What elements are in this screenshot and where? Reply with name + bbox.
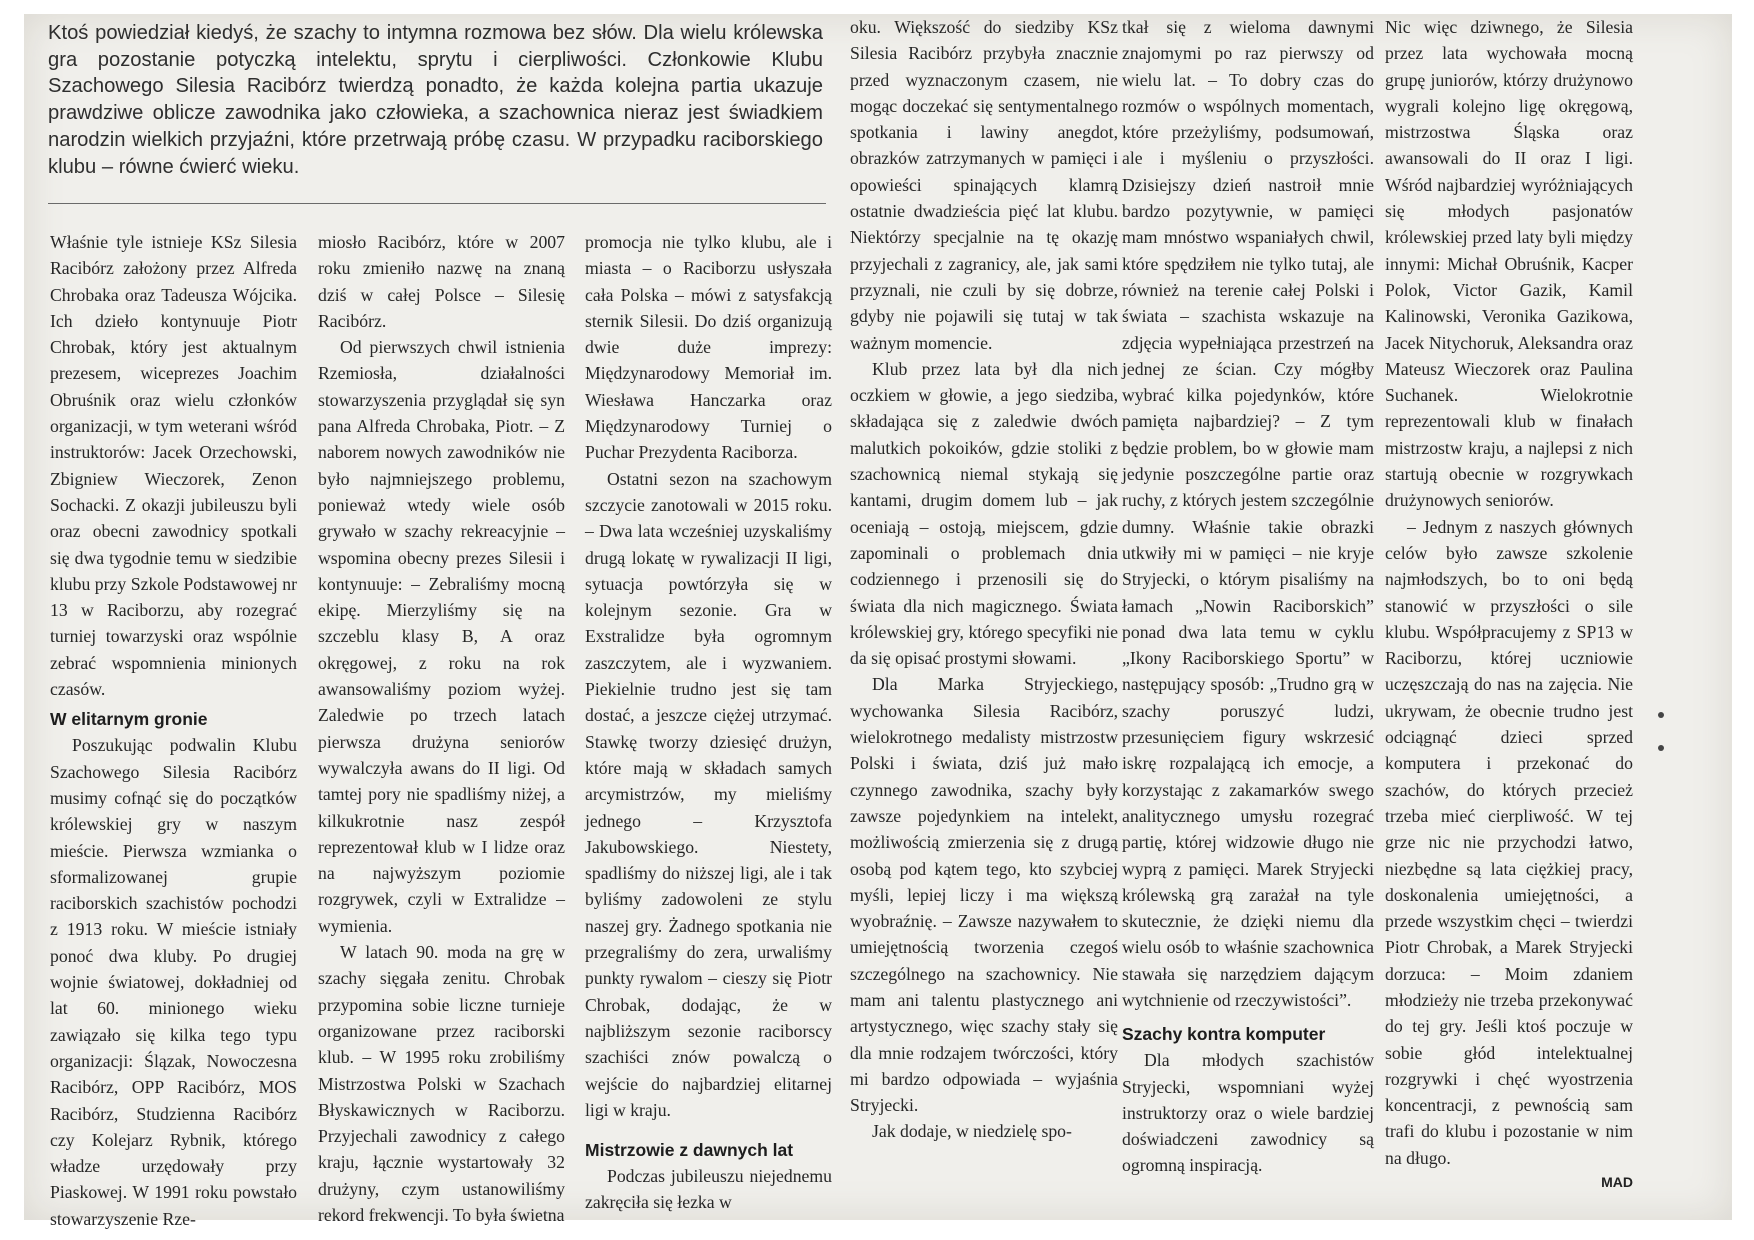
paragraph: Od pierwszych chwil istnienia Rzemiosła, działalności stowarzyszenia przyglądał się syn pana Alfreda Chrobaka, Piotr. – Z naborem nowych zawodników nie było najmniejszego problemu, ponieważ wtedy wiele osób grywało w szachy rekreacyjnie – wspomina obecny prezes Silesii i kontynuuje: – Zebraliśmy mocną ekipę. Mierzyliśmy się na szczeblu klasy B, A oraz okręgowej, z roku na rok awansowaliśmy poziom wyżej. Zaledwie po trzech latach pierwsza drużyna seniorów wywalczyła awans do II ligi. Od tamtej pory nie spadliśmy niżej, a kilkukrotnie nasz zespół reprezentował klub w I lidze oraz na najwyższym poziomie rozgrywek, czyli w Extralidze – wymienia. <box>318 337 565 936</box>
article-column-6 <box>1385 14 1633 1193</box>
paragraph: Ostatni sezon na szachowym szczycie zanotowali w 2015 roku. – Dwa lata wcześniej uzyskaliśmy drugą lokatę w rywalizacji II ligi, sytuacja powtórzyła się w kolejnym sezonie. Gra w Exstralidze była ogromnym zaszczytem, ale i wyzwaniem. Piekielnie trudno jest się tam dostać, a jeszcze ciężej utrzymać. Stawkę tworzy dziesięć drużyn, które mają w składach samych arcymistrzów, my mieliśmy jednego – Krzysztofa Jakubowskiego. Niestety, spadliśmy do niższej ligi, ale i tak byliśmy zadowoleni ze stylu naszej gry. Żadnego spotkania nie przegraliśmy do zera, urwaliśmy punkty rywalom – cieszy się Piotr Chrobak, dodając, że w najbliższym sezonie raciborscy szachiści znów powalczą o wejście do najbardziej elitarnej ligi w kraju. <box>585 468 832 1120</box>
paragraph: W latach 90. moda na grę w szachy sięgała zenitu. Chrobak przypomina sobie liczne turnieje organizowane przez raciborski klub. – W 1995 roku zrobiliśmy Mistrzostwa Polski w Szachach Błyskawicznych w Raciborzu. Przyjechali zawodnicy z całego kraju, łącznie wystartowały 32 drużyny, czym ustanowiliśmy rekord frekwencji. To była świetna <box>318 942 565 1225</box>
article-column-1 <box>50 229 297 1232</box>
paragraph: Jak dodaje, w niedzielę spo- <box>872 1121 1072 1142</box>
paragraph: Poszukując podwalin Klubu Szachowego Silesia Racibórz musimy cofnąć się do początków królewskiej gry w naszym mieście. Pierwsza wzmianka o sformalizowanej grupie raciborskich szachistów pochodzi z 1913 roku. W mieście istniały ponoć dwa kluby. Po drugiej wojnie światowej, dokładniej od lat 60. minionego wieku zawiązało się kilka tego typu organizacji: Ślązak, Nowoczesna Racibórz, OPP Racibórz, MOS Racibórz, Studzienna Racibórz czy Kolejarz Rybnik, którego władze urzędowały przy Piaskowej. W 1991 roku powstało stowarzyszenie Rze- <box>50 735 297 1229</box>
article-column-5 <box>1122 14 1374 1179</box>
article-lead: Ktoś powiedział kiedyś, że szachy to intymna rozmowa bez słów. Dla wielu królewska gra pozostanie potyczką intelektu, sprytu i cierpliwości. Członkowie Klubu Szachowego Silesia Racibórz twierdzą ponadto, że każda kolejna partia ukazuje prawdziwe oblicze zawodnika jako człowieka, a szachownica nieraz jest świadkiem narodzin wielkich przyjaźni, które przetrwają próbę czasu. W przypadku raciborskiego klubu – równe ćwierć wieku. <box>48 22 823 178</box>
section-heading: Szachy kontra komputer <box>1122 1024 1326 1045</box>
author-signature: MAD <box>1601 1174 1633 1191</box>
paragraph: – Jednym z naszych głównych celów było zawsze szkolenie najmłodszych, bo to oni będą stanowić w przyszłości o sile klubu. Współpracujemy z SP13 w Raciborzu, której uczniowie uczęszczają do nas na zajęcia. Nie ukrywam, że obecnie trudno jest odciągnąć dzieci sprzed komputera i przekonać do szachów, do których przecież trzeba mieć cierpliwość. W tej grze nic nie przychodzi łatwo, niezbędne są lata ciężkiej pracy, doskonalenia umiejętności, a przede wszystkim chęci – twierdzi Piotr Chrobak, a Marek Stryjecki dorzuca: – Moim zdaniem młodzieży nie trzeba przekonywać do tej gry. Jeśli ktoś poczuje w sobie głód intelektualnej rozgrywki i chęć wyostrzenia koncentracji, z pewnością sam trafi do klubu i pozostanie w nim na długo. <box>1385 516 1633 1168</box>
punch-hole-mark <box>1658 712 1664 718</box>
paragraph: Podczas jubileuszu niejednemu zakręciła się łezka w <box>585 1166 832 1213</box>
article-column-3 <box>585 229 832 1216</box>
section-heading: W elitarnym gronie <box>50 709 208 730</box>
paragraph: Właśnie tyle istnieje KSz Silesia Racibórz założony przez Alfreda Chrobaka oraz Tadeusza Wójcika. Ich dzieło kontynuuje Piotr Chrobak, który jest aktualnym prezesem, wiceprezes Joachim Obruśnik oraz wielu członków organizacji, w tym weterani wśród instruktorów: Jacek Orzechowski, Zbigniew Wieczorek, Zenon Sochacki. Z okazji jubileuszu byli oraz obecni zawodnicy spotkali się dwa tygodnie temu w siedzibie klubu przy Szkole Podstawowej nr 13 w Raciborzu, aby rozegrać turniej towarzyski oraz wspólnie zebrać wspomnienia minionych czasów. <box>50 232 297 700</box>
article-column-2 <box>318 229 565 1228</box>
paragraph: Nic więc dziwnego, że Silesia przez lata wychowała mocną grupę juniorów, którzy drużynowo wygrali kolejno ligę okręgową, mistrzostwa Śląska oraz awansowali do II oraz I ligi. Wśród najbardziej wyróżniających się młodych pasjonatów królewskiej przed laty byli między innymi: Michał Obruśnik, Kacper Polok, Victor Gazik, Kamil Kalinowski, Veronika Gazikowa, Jacek Nitychoruk, Aleksandra oraz Mateusz Wieczorek oraz Paulina Suchanek. Wielokrotnie reprezentowali klub w finałach mistrzostw kraju, a najlepsi z nich startują obecnie w rozgrywkach drużynowych seniorów. <box>1385 17 1633 511</box>
paragraph: tkał się z wieloma dawnymi znajomymi po raz pierwszy od wielu lat. – To dobry czas do rozmów o wspólnych momentach, które przeżyliśmy, podsumowań, ale i myśleniu o przyszłości. Dzisiejszy dzień nastroił mnie bardzo pozytywnie, w pamięci mam mnóstwo wspaniałych chwil, które spędziłem nie tylko tutaj, ale również na terenie całej Polski i świata – szachista wskazuje na zdjęcia wypełniająca przestrzeń na jednej ze ścian. Czy mógłby wybrać kilka pojedynków, które pamięta najbardziej? – Z tym będzie problem, bo w głowie mam jedynie poszczególne partie oraz ruchy, z których jestem szczególnie dumny. Właśnie takie obrazki utkwiły mi w pamięci – nie kryje Stryjecki, o którym pisaliśmy na łamach „Nowin Raciborskich” ponad dwa lata temu w cyklu „Ikony Raciborskiego Sportu” w następujący sposób: „Trudno grą w szachy poruszyć ludzi, przesunięciem figury wskrzesić iskrę rozpalającą ich emocje, a korzystając z zakamarków swego analitycznego umysłu rozegrać partię, której widzowie długo nie wyprą z pamięci. Marek Stryjecki królewską grą zarażał na tyle skutecznie, że dzięki niemu dla wielu osób to właśnie szachownica stawała się narzędziem dającym wytchnienie od rzeczywistości”. <box>1122 17 1374 1010</box>
section-heading: Mistrzowie z dawnych lat <box>585 1140 794 1161</box>
punch-hole-mark <box>1658 745 1664 751</box>
paragraph: Dla Marka Stryjeckiego, wychowanka Silesia Racibórz, wielokrotnego medalisty mistrzostw Polski i świata, dziś już mało czynnego zawodnika, szachy były zawsze pojedynkiem na intelekt, możliwością zmierzenia się z drugą osobą pod kątem tego, kto szybciej myśli, lepiej liczy i ma większą wyobraźnię. – Zawsze nazywałem to umiejętnością tworzenia czegoś szczególnego na szachownicy. Nie mam ani talentu plastycznego ani artystycznego, więc szachy stały się dla mnie rodzajem twórczości, który mi bardzo odpowiada – wyjaśnia Stryjecki. <box>850 674 1118 1116</box>
paragraph: Klub przez lata był dla nich oczkiem w głowie, a jego siedziba, składająca się z zaledwie dwóch malutkich pokoików, gdzie stoliki z szachownicą niemal stykają się kantami, drugim domem lub – jak oceniają – ostoją, miejscem, gdzie zapominali o problemach dnia codziennego i przenosili się do świata dla nich magicznego. Świata królewskiej gry, którego specyfiki nie da się opisać prostymi słowami. <box>850 358 1118 669</box>
paragraph: miosło Racibórz, które w 2007 roku zmieniło nazwę na znaną dziś w całej Polsce – Silesię Racibórz. <box>318 232 565 331</box>
paragraph: Dla młodych szachistów Stryjecki, wspomniani wyżej instruktorzy oraz o wiele bardziej doświadczeni zawodnicy są ogromną inspiracją. <box>1122 1050 1374 1176</box>
article-column-4 <box>850 14 1118 1145</box>
lead-divider <box>48 203 826 204</box>
paragraph: promocja nie tylko klubu, ale i miasta – o Raciborzu usłyszała cała Polska – mówi z satysfakcją sternik Silesii. Do dziś organizują dwie duże imprezy: Międzynarodowy Memoriał im. Wiesława Hanczarka oraz Międzynarodowy Turniej o Puchar Prezydenta Raciborza. <box>585 232 832 463</box>
paragraph: oku. Większość do siedziby KSz Silesia Racibórz przybyła znacznie przed wyznaczonym czasem, nie mogąc doczekać się sentymentalnego spotkania i lawiny anegdot, obrazków zatrzymanych w pamięci i opowieści spinających klamrą ostatnie dwadzieścia pięć lat klubu. Niektórzy specjalnie na tę okazję przyjechali z zagranicy, ale, jak sami przyznali, nie czuli by się dobrze, gdyby nie pojawili się tutaj w tak ważnym momencie. <box>850 17 1118 353</box>
